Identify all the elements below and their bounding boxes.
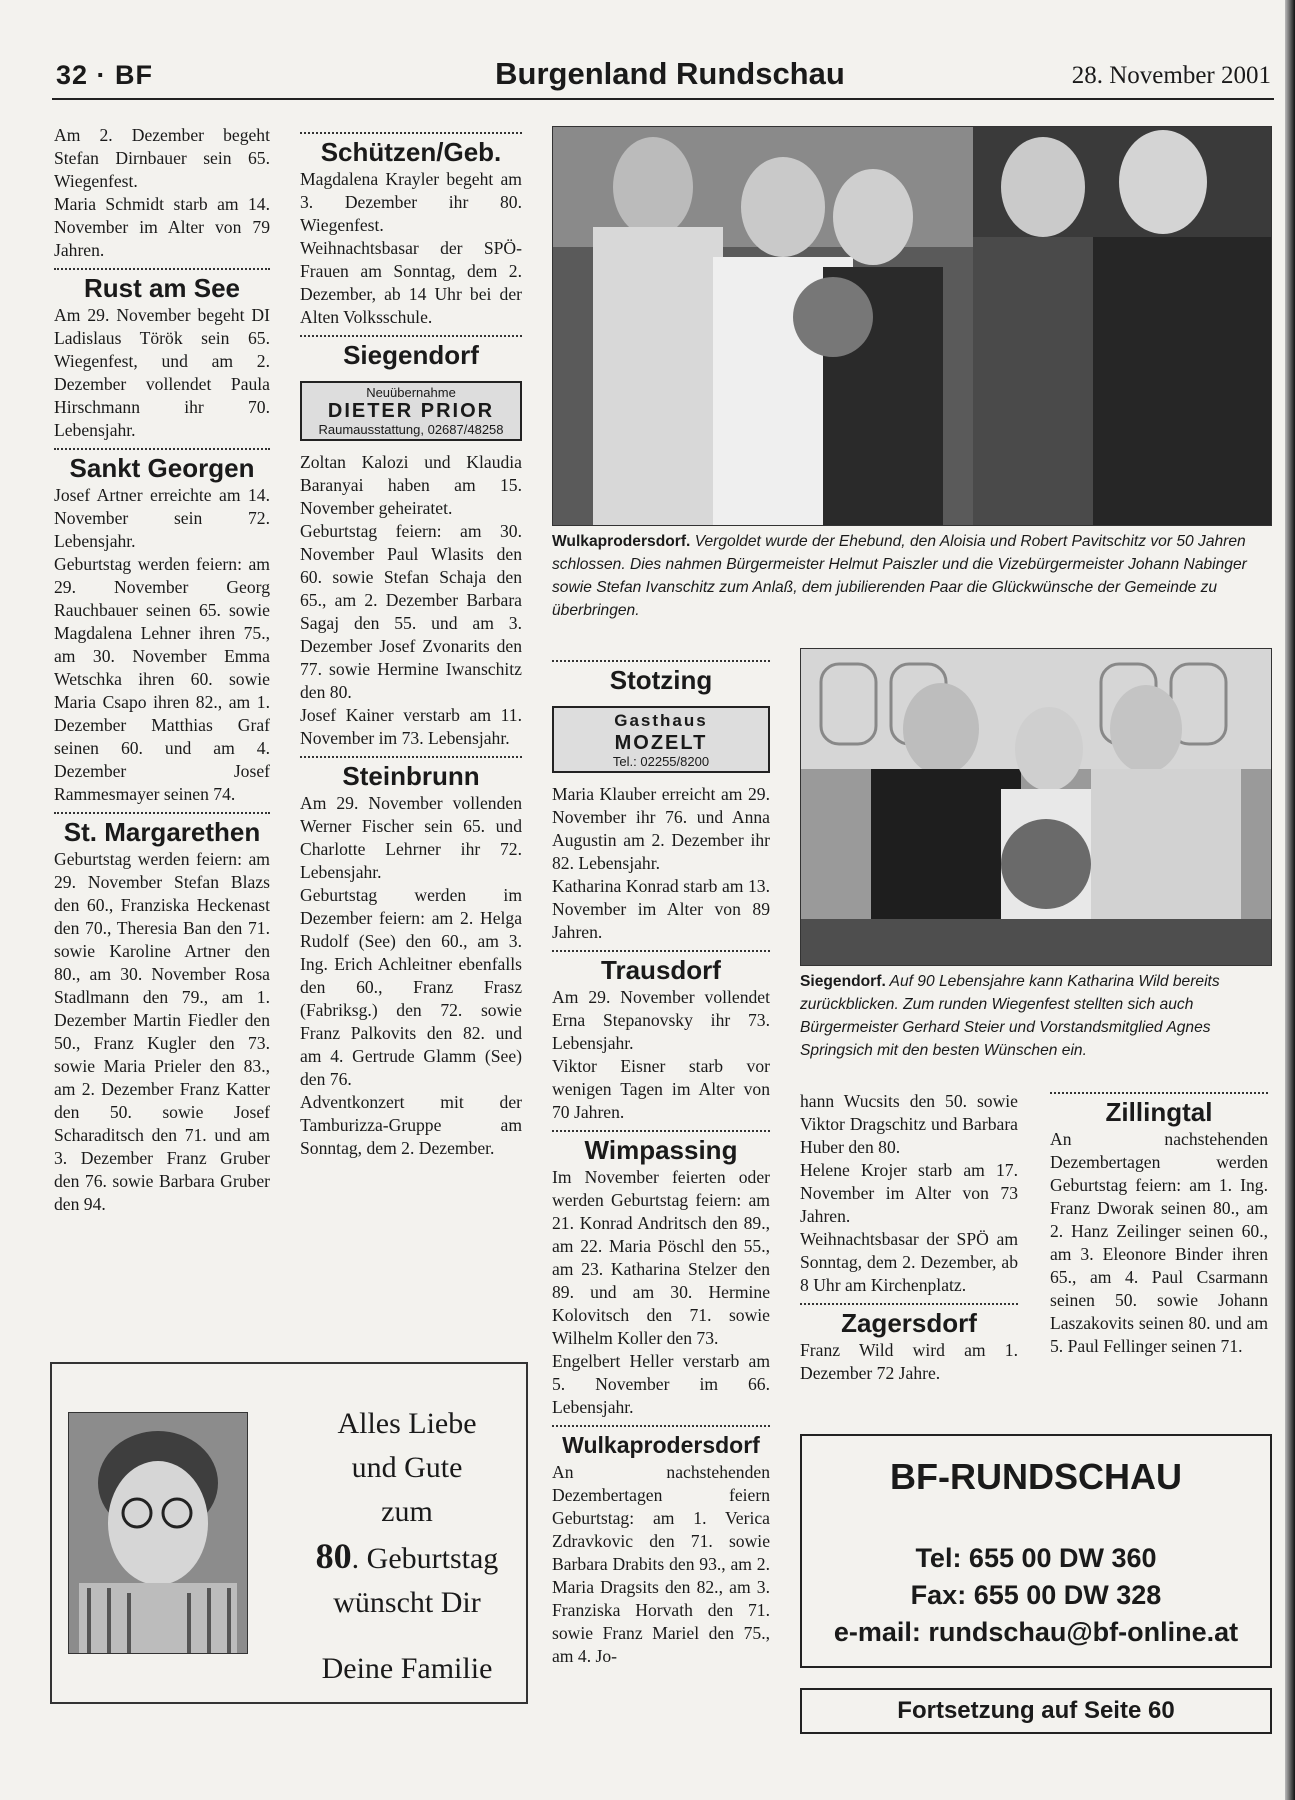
article-text: Weihnachtsbasar der SPÖ-Frauen am Sonntag, dem 2. Dezember, ab 14 Uhr bei der Alten Volksschule. xyxy=(300,238,522,327)
contact-fax: Fax: 655 00 DW 328 xyxy=(910,1580,1162,1610)
birthday-greeting-ad xyxy=(50,1362,528,1704)
divider xyxy=(552,950,770,952)
column-1 xyxy=(54,124,270,1216)
page-label: 32 · BF xyxy=(56,60,154,90)
article-text: Zoltan Kalozi und Klaudia Baranyai haben am 15. November geheiratet. xyxy=(300,452,522,518)
divider xyxy=(552,1130,770,1132)
divider xyxy=(54,268,270,270)
photo-caption xyxy=(552,530,1270,622)
advertisement-prior xyxy=(300,381,522,441)
ad-name: MOZELT xyxy=(614,732,708,754)
section-title: Wulkaprodersdorf xyxy=(562,1432,760,1458)
divider xyxy=(300,756,522,758)
greeting-line: wünscht Dir xyxy=(333,1586,481,1619)
article-text: Am 29. November begeht DI Ladislaus Török sein 65. Wiegenfest, und am 2. Dezember vollendet Paula Hirschmann ihr 70. Lebensjahr. xyxy=(54,305,270,440)
article-text: Katharina Konrad starb am 13. November im Alter von 89 Jahren. xyxy=(552,876,770,942)
divider xyxy=(54,448,270,450)
divider xyxy=(54,812,270,814)
article-text: Maria Schmidt starb am 14. November im Alter von 79 Jahren. xyxy=(54,194,270,260)
contact-email: e-mail: rundschau@bf-online.at xyxy=(833,1617,1239,1647)
contact-title: BF-RUNDSCHAU xyxy=(890,1456,1182,1497)
divider xyxy=(800,1303,1018,1305)
greeting-number: 80 xyxy=(315,1536,352,1576)
ad-text: Neuübernahme xyxy=(366,385,456,400)
section-title: Zillingtal xyxy=(1105,1097,1213,1127)
section-title: Trausdorf xyxy=(601,955,721,985)
divider xyxy=(552,660,770,662)
section-title: Wimpassing xyxy=(584,1135,738,1165)
section-title: Sankt Georgen xyxy=(69,453,255,483)
header-rule xyxy=(52,98,1274,100)
caption-place: Wulkaprodersdorf. xyxy=(552,533,691,550)
section-title: Schützen/Geb. xyxy=(320,137,502,167)
ad-name: DIETER PRIOR xyxy=(327,400,495,422)
article-text: Im November feierten oder werden Geburtstag feiern: am 21. Konrad Andritsch den 89., am 22. Maria Pöschl den 55., am 23. Katharina Stelzer den 89. und am 30. Hermine Kolovitsch den 71. sowie Wilhelm Koller den 73. xyxy=(552,1167,770,1348)
divider xyxy=(552,1425,770,1427)
advertisement-mozelt xyxy=(552,706,770,773)
issue-date: 28. November 2001 xyxy=(1071,62,1271,89)
photo-illustration xyxy=(553,127,1271,525)
portrait-photo xyxy=(68,1412,248,1654)
photo-caption xyxy=(800,970,1270,1062)
article-text: Am 2. Dezember begeht Stefan Dirnbauer sein 65. Wiegenfest. xyxy=(54,125,270,191)
greeting-line: zum xyxy=(381,1495,433,1528)
article-text: Geburtstag werden im Dezember feiern: am 2. Helga Rudolf (See) den 60., am 3. Ing. Erich Achleitner ebenfalls den 60., Franz Frasz (Fabriksg.) den 72. sowie Franz Palkovits den 82. und am 4. Gertrude Glamm (See) den 76. xyxy=(300,885,522,1089)
article-text: Am 29. November vollendet Erna Stepanovsky ihr 73. Lebensjahr. xyxy=(552,987,770,1053)
article-text: An nachstehenden Dezembertagen feiern Geburtstag: am 1. Verica Zdravkovic den 71. sowie Barbara Drabits den 93., am 2. Maria Dragsits den 82., am 3. Franziska Horvath den 71. sowie Franz Mariel den 75., am 4. Jo- xyxy=(552,1462,770,1666)
greeting-text xyxy=(302,1402,512,1691)
article-text: An nachstehenden Dezembertagen werden Geburtstag feiern: am 1. Ing. Franz Dworak seinen 80., am 2. Hanz Zeilinger seinen 60., am 3. Eleonore Binder ihren 65., am 4. Paul Csarmann seinen 50. sowie Johann Laszakovits seinen 80. und am 5. Paul Fellinger seinen 71. xyxy=(1050,1129,1268,1356)
greeting-signature: Deine Familie xyxy=(321,1652,493,1685)
section-title: Stotzing xyxy=(609,665,713,695)
newspaper-title: Burgenland Rundschau xyxy=(495,56,845,91)
ad-text: Raumausstattung, 02687/48258 xyxy=(318,422,504,437)
ad-text: Gasthaus xyxy=(614,711,708,730)
caption-text: Vergoldet wurde der Ehebund, den Aloisia und Robert Pavitschitz vor 50 Jahren schlossen. Dies nahmen Bürgermeister Helmut Paiszler und die Vizebürgermeister Johann Nabinger sowie Stefan Ivanschitz zum Anlaß, dem jubilierenden Paar die Glückwünsche der Gemeinde zu überbringen. xyxy=(552,533,1247,619)
column-4 xyxy=(800,1090,1018,1385)
article-text: Viktor Eisner starb vor wenigen Tagen im Alter von 70 Jahren. xyxy=(552,1056,770,1122)
column-5 xyxy=(1050,1090,1268,1358)
section-title: Siegendorf xyxy=(343,340,479,370)
article-text: Geburtstag feiern: am 30. November Paul Wlasits den 60. sowie Stefan Schaja den 65., am 2. Dezember Barbara Sagaj den 55. und am 3. Dezember Josef Zvonarits den 77. sowie Hermine Iwanschitz den 80. xyxy=(300,521,522,702)
scan-edge xyxy=(1285,0,1295,1800)
column-3 xyxy=(552,654,770,1668)
caption-text: Auf 90 Lebensjahre kann Katharina Wild bereits zurückblicken. Zum runden Wiegenfest stellten sich auch Bürgermeister Gerhard Steier und Vorstandsmitglied Agnes Springsich mit den besten Wünschen ein. xyxy=(800,973,1220,1059)
contact-box xyxy=(800,1434,1272,1668)
article-text: Josef Artner erreichte am 14. November sein 72. Lebensjahr. xyxy=(54,485,270,551)
article-text: Geburtstag werden feiern: am 29. November Stefan Blazs den 60., Franziska Heckenast den 70., Theresia Ban den 71. sowie Karoline Artner den 80., am 30. November Rosa Stadlmann den 79., am 1. Dezember Martin Fiedler den 50., Franz Kugler den 73. sowie Maria Prieler den 83., am 2. Dezember Franz Katter den 50. sowie Josef Scharaditsch den 71. und am 3. Dezember Franz Gruber den 76. sowie Barbara Gruber den 94. xyxy=(54,849,270,1214)
greeting-line: Alles Liebe xyxy=(337,1407,477,1440)
greeting-line: und Gute xyxy=(351,1451,463,1484)
section-title: Zagersdorf xyxy=(841,1308,977,1338)
article-text: Josef Kainer verstarb am 11. November im 73. Lebensjahr. xyxy=(300,705,522,748)
divider xyxy=(300,335,522,337)
photo-illustration xyxy=(801,649,1271,965)
article-text: Magdalena Krayler begeht am 3. Dezember ihr 80. Wiegenfest. xyxy=(300,169,522,235)
article-text: Franz Wild wird am 1. Dezember 72 Jahre. xyxy=(800,1340,1018,1383)
section-title: St. Margarethen xyxy=(63,817,261,847)
article-text: Helene Krojer starb am 17. November im Alter von 73 Jahren. xyxy=(800,1160,1018,1226)
photo-90th-birthday xyxy=(800,648,1272,966)
ad-text: Tel.: 02255/8200 xyxy=(612,754,710,769)
caption-place: Siegendorf. xyxy=(800,973,886,990)
portrait-illustration xyxy=(69,1413,247,1653)
article-text: Maria Klauber erreicht am 29. November ihr 76. und Anna Augustin am 2. Dezember ihr 82. Lebensjahr. xyxy=(552,784,770,873)
article-text: Weihnachtsbasar der SPÖ am Sonntag, dem 2. Dezember, ab 8 Uhr am Kirchenplatz. xyxy=(800,1229,1018,1295)
article-text: Am 29. November vollenden Werner Fischer sein 65. und Charlotte Lehrner ihr 72. Lebensjahr. xyxy=(300,793,522,882)
photo-golden-wedding xyxy=(552,126,1272,526)
continuation-note: Fortsetzung auf Seite 60 xyxy=(800,1688,1272,1734)
section-title: Steinbrunn xyxy=(342,761,480,791)
article-text: Geburtstag werden feiern: am 29. November Georg Rauchbauer seinen 65. sowie Magdalena Lehner ihren 75., am 30. November Emma Wetschka ihren 60. sowie Maria Csapo ihren 82., am 1. Dezember Matthias Graf seinen 60. und am 4. Dezember Josef Rammesmayer seinen 74. xyxy=(54,554,270,804)
divider xyxy=(1050,1092,1268,1094)
section-title: Rust am See xyxy=(83,273,241,303)
column-2 xyxy=(300,124,522,1160)
article-text: Adventkonzert mit der Tamburizza-Gruppe am Sonntag, dem 2. Dezember. xyxy=(300,1092,522,1158)
article-text: hann Wucsits den 50. sowie Viktor Dragschitz und Barbara Huber den 80. xyxy=(800,1091,1018,1157)
article-text: Engelbert Heller verstarb am 5. November im 66. Lebensjahr. xyxy=(552,1351,770,1417)
contact-phone: Tel: 655 00 DW 360 xyxy=(915,1543,1157,1573)
greeting-line-text: . Geburtstag xyxy=(351,1542,499,1575)
divider xyxy=(300,132,522,134)
greeting-line xyxy=(302,1534,512,1581)
